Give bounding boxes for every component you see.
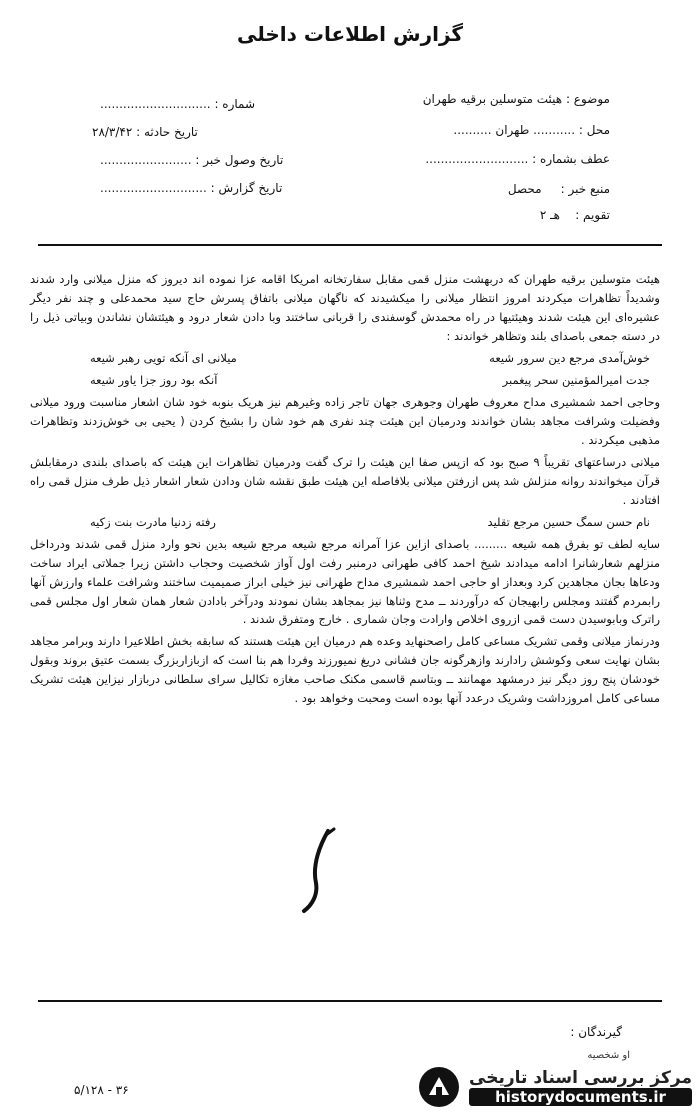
verse-2-left: آنکه بود روز جزا یاور شیعه — [90, 372, 218, 387]
recipients-note: او شخصیه — [587, 1050, 630, 1061]
source-label: منبع خبر : — [560, 182, 610, 196]
reference-row: عطف بشماره : ........................... — [425, 152, 610, 166]
incident-date-value: ۲۸/۳/۴۲ — [92, 125, 133, 139]
paragraph-5: ودرنماز میلانی وقمی تشریک مساعی کامل راصحنهاید وعده هم درمیان این هیئت هستند که سابقه بخش اطلاعیرا دارند وبرامر مجاهد بشان نهایت سعی وکوشش رادارند وازهرگونه جان فشانی دریغ نمیورزند وفردا هم بنا است که ازبازاربزرگ بسمت عتیق بروند وبقول خودشان پنج روز دیگر نیز درمشهد مهمانند ــ وبتاسم قاسمی مکنک صاحب مغازه تکالیل سرای سلطانی دربازار نیزاین هیئت تشریک مساعی کامل امروزداشت وشریک درعدد آنها بوده است ومحبت وخواهد بود . — [30, 634, 660, 706]
reference-label: عطف بشماره : — [532, 152, 610, 166]
number-label: شماره : — [214, 97, 256, 111]
number-row: شماره : ............................. — [100, 97, 256, 111]
verse-1-right: خوش‌آمدی مرجع دین سرور شیعه — [489, 350, 650, 365]
document-number: ۵/۱۲۸ - ۳۶ — [74, 1083, 129, 1097]
place-label: محل : — [578, 123, 610, 137]
report-title: گزارش اطلاعات داخلی — [236, 22, 464, 46]
incident-date-label: تاریخ حادثه : — [136, 125, 198, 139]
subject-row — [423, 92, 610, 106]
received-date-row: تاریخ وصول خبر : ........................ — [100, 153, 284, 167]
place-value: طهران — [495, 123, 530, 137]
verse-1-left: میلانی ای آنکه تویی رهبر شیعه — [90, 350, 237, 365]
verse-row-3 — [30, 513, 660, 532]
evaluation-value: هـ ۲ — [539, 208, 560, 222]
paragraph-1: هیئت متوسلین برقیه طهران که دربهشت منزل قمی مقابل سفارتخانه امریکا اقامه عزا نموده اند دیروز که منزل میلانی وارد شدند وشدیداً تظاهرات میکردند امروز انتظار میلانی را میکشیدند که ناگهان میلانی باتفاق پسرش حاج سید محمدعلی و چند نفر دیگر عشیره‌ای این هیئت شدند وهیئتیها در راه محمدش گوسفندی را قربانی ساختند وبا دادن شعار درود و هیئتشان نشاندن وبیاتی ذیل را در دسته جمعی باصدای بلند وتظاهر خواندند : — [30, 272, 660, 343]
footer-divider — [38, 1000, 662, 1002]
paragraph-4: سایه لطف تو بفرق همه شیعه ......... باصدای ازاین عزا آمرانه مرجع شیعه مرجع شیعه بدین نحو وارد منزل قمی شدند ودرداخل منزلهم شعارشانرا ادامه میدادند شیخ احمد کافی طهرانی درمنبر رفت اول آواز شخصیت وحجاب داشتن زیرا جملاتی ایراد ساخت ودعاها بجان مجاهدین کرد وبعداز او حاجی احمد شمشیری مداح طهرانی نیز خیلی ابراز صمیمیت ساختند وشرافت علماء وارزش آنها رابمردم گفتند ومجلس رابهیجان که درآوردند ــ مدح وثناها نیز بمجاهد بشان نمودند ودرآخر بادادن شعار همان شعار اول مجلس قمی راترک وبابوسیدن دست قمی ازروی اخلاص وارادت وجان شماری . خارج ومتفرق شدند . — [30, 536, 660, 627]
paragraph-2: وحاجی احمد شمشیری مداح معروف طهران وجوهری جهان تاجر زاده وغیرهم نیز هریک بنوبه خود شان اشعار مناسبت ورود میلانی وفضیلت وشرافت مجاهد بشان خواندند ودرمیان این هیئت چند نفری هم خود شان را بشیخ کردن ( یحیی بی خوش‌زدند وتظاهرات مذهبی میکردند . — [30, 394, 660, 447]
verse-3-left: رفته زدنیا مادرت بنت زکیه — [90, 514, 216, 529]
verse-2-right: جدت امیرالمؤمنین سحر پیغمبر — [502, 372, 650, 387]
recipients-label: گیرندگان : — [570, 1025, 622, 1039]
archive-logo-icon — [417, 1065, 461, 1109]
verse-row-2 — [30, 371, 660, 390]
subject-value: هیئت متوسلین برقیه طهران — [422, 92, 563, 106]
place-row: محل : ........... طهران .......... — [453, 123, 610, 137]
verse-row-1 — [30, 349, 660, 368]
header-divider — [38, 244, 662, 246]
report-date-row: تاریخ گزارش : ............................ — [100, 181, 283, 195]
evaluation-label: تقویم : — [575, 208, 610, 222]
source-value: محصل — [507, 182, 542, 196]
incident-date-row — [92, 125, 198, 139]
report-body — [30, 270, 660, 711]
source-row — [508, 182, 610, 196]
report-date-label: تاریخ گزارش : — [210, 181, 283, 195]
received-date-label: تاریخ وصول خبر : — [195, 153, 284, 167]
archive-name: مرکز بررسی اسناد تاریخی — [469, 1068, 692, 1088]
evaluation-row — [540, 208, 610, 222]
archive-watermark — [417, 1065, 692, 1109]
subject-label: موضوع : — [565, 92, 610, 106]
archive-url[interactable]: historydocuments.ir — [469, 1088, 692, 1106]
signature-scribble — [290, 825, 350, 915]
paragraph-3: میلانی درساعتهای تقریباً ۹ صبح بود که ازپس صفا این هیئت را ترک گفت ودرمیان تظاهرات این هیئت که باصدای بلندی درمقابلش قرآن میخواندند روانه منزلش شد پس ازرفتن میلانی بلافاصله این هیئت طبق نقشه شان ودادن شعار اشعار ذیل طرف منزل قمی راه افتادند . — [30, 454, 660, 507]
verse-3-right: نام حسن سمگ حسین مرجع تقلید — [487, 514, 650, 529]
